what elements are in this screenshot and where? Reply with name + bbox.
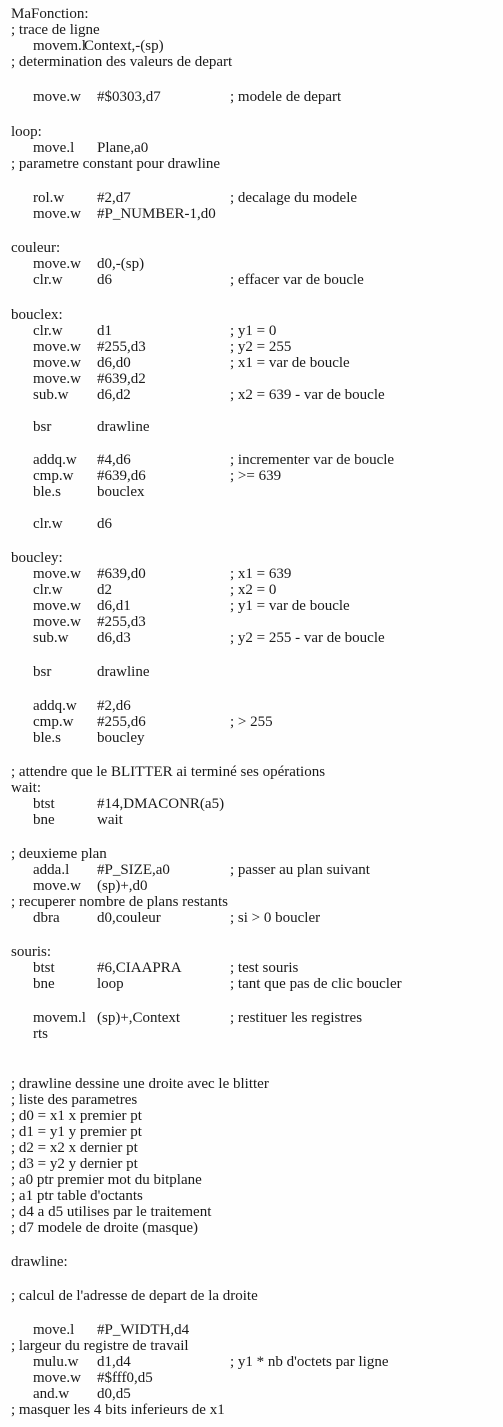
code-line <box>0 1402 503 1418</box>
code-line <box>0 1204 503 1220</box>
code-token: movem.l <box>33 1010 86 1026</box>
code-token: clr.w <box>33 272 63 288</box>
code-token: sub.w <box>33 630 69 646</box>
code-token: move.w <box>33 89 81 105</box>
code-line <box>0 89 503 105</box>
code-token: cmp.w <box>33 714 74 730</box>
code-token: wait: <box>11 780 41 796</box>
code-line <box>0 1092 503 1108</box>
code-token: #255,d6 <box>97 714 146 730</box>
code-token: rol.w <box>33 190 65 206</box>
code-token: #639,d6 <box>97 468 146 484</box>
code-token: boucley <box>97 730 145 746</box>
code-token: #6,CIAAPRA <box>97 960 182 976</box>
code-line <box>0 894 503 910</box>
code-line <box>0 1026 503 1042</box>
code-token: ; determination des valeurs de depart <box>11 54 233 70</box>
code-token: sub.w <box>33 387 69 403</box>
code-line <box>0 944 503 960</box>
code-line <box>0 1156 503 1172</box>
code-token: bouclex: <box>11 307 63 323</box>
code-token: ; d3 = y2 y dernier pt <box>11 1156 138 1172</box>
code-line <box>0 484 503 500</box>
code-line <box>0 1338 503 1354</box>
code-token: wait <box>97 812 123 828</box>
code-token: ; tant que pas de clic boucler <box>230 976 402 992</box>
code-line <box>0 698 503 714</box>
code-line <box>0 468 503 484</box>
code-token: move.w <box>33 566 81 582</box>
code-token: ; x1 = 639 <box>230 566 292 582</box>
code-token: cmp.w <box>33 468 74 484</box>
code-token: #P_NUMBER-1,d0 <box>97 206 216 222</box>
code-line <box>0 190 503 206</box>
code-token: ; d1 = y1 y premier pt <box>11 1124 142 1140</box>
code-token: Plane,a0 <box>97 140 149 156</box>
code-token: d6 <box>97 272 112 288</box>
code-token: #$fff0,d5 <box>97 1370 153 1386</box>
code-token: ; d2 = x2 x dernier pt <box>11 1140 138 1156</box>
code-token: bouclex <box>97 484 145 500</box>
code-token: ; deuxieme plan <box>11 846 107 862</box>
code-line <box>0 1188 503 1204</box>
code-token: ; recuperer nombre de plans restants <box>11 894 228 910</box>
code-token: ; decalage du modele <box>230 190 358 206</box>
code-token: #$0303,d7 <box>97 89 161 105</box>
code-token: drawline <box>97 664 150 680</box>
code-token: rts <box>33 1026 48 1042</box>
code-token: d6 <box>97 516 112 532</box>
code-token: clr.w <box>33 516 63 532</box>
code-token: move.w <box>33 256 81 272</box>
code-line <box>0 910 503 926</box>
code-token: ; x2 = 639 - var de boucle <box>230 387 385 403</box>
code-line <box>0 1322 503 1338</box>
code-token: ; y1 = 0 <box>230 323 277 339</box>
code-line <box>0 630 503 646</box>
code-token: boucley: <box>11 550 63 566</box>
code-token: d6,d0 <box>97 355 131 371</box>
code-token: bsr <box>33 664 52 680</box>
code-token: ; incrementer var de boucle <box>230 452 395 468</box>
code-line <box>0 371 503 387</box>
code-token: #2,d6 <box>97 698 131 714</box>
code-token: dbra <box>33 910 60 926</box>
code-line <box>0 566 503 582</box>
code-line <box>0 54 503 70</box>
code-token: ; d7 modele de droite (masque) <box>11 1220 199 1236</box>
code-token: drawline: <box>11 1254 68 1270</box>
code-line <box>0 156 503 172</box>
code-token: bne <box>33 812 55 828</box>
code-line <box>0 550 503 566</box>
code-token: ; masquer les 4 bits inferieurs de x1 <box>11 1402 225 1418</box>
code-token: move.w <box>33 1370 81 1386</box>
code-token: d6,d2 <box>97 387 131 403</box>
code-token: #255,d3 <box>97 614 146 630</box>
code-token: d1,d4 <box>97 1354 131 1370</box>
code-token: d6,d3 <box>97 630 131 646</box>
code-line <box>0 140 503 156</box>
code-line <box>0 1370 503 1386</box>
code-line <box>0 1172 503 1188</box>
code-line <box>0 419 503 435</box>
code-line <box>0 339 503 355</box>
code-token: bne <box>33 976 55 992</box>
code-line <box>0 22 503 38</box>
code-token: bsr <box>33 419 52 435</box>
code-line <box>0 1076 503 1092</box>
code-line <box>0 355 503 371</box>
code-line <box>0 960 503 976</box>
code-token: ; y2 = 255 <box>230 339 292 355</box>
code-line <box>0 582 503 598</box>
code-token: #639,d0 <box>97 566 146 582</box>
code-token: (sp)+,d0 <box>97 878 148 894</box>
code-token: d6,d1 <box>97 598 131 614</box>
code-token: move.w <box>33 206 81 222</box>
code-line <box>0 124 503 140</box>
code-token: move.w <box>33 598 81 614</box>
code-token: #2,d7 <box>97 190 131 206</box>
code-token: movem.l <box>33 38 86 54</box>
code-token: (sp)+,Context <box>97 1010 181 1026</box>
code-token: #4,d6 <box>97 452 131 468</box>
code-line <box>0 862 503 878</box>
code-token: ; trace de ligne <box>11 22 100 38</box>
code-line <box>0 976 503 992</box>
code-token: move.l <box>33 140 75 156</box>
code-token: ; modele de depart <box>230 89 342 105</box>
code-token: clr.w <box>33 582 63 598</box>
code-token: ; y1 * nb d'octets par ligne <box>230 1354 389 1370</box>
code-token: ; test souris <box>230 960 299 976</box>
code-token: d2 <box>97 582 112 598</box>
code-token: ; d0 = x1 x premier pt <box>11 1108 142 1124</box>
code-token: ; parametre constant pour drawline <box>11 156 221 172</box>
code-token: ; y1 = var de boucle <box>230 598 350 614</box>
code-line <box>0 206 503 222</box>
code-line <box>0 6 503 22</box>
code-token: #255,d3 <box>97 339 146 355</box>
code-token: btst <box>33 960 55 976</box>
code-token: souris: <box>11 944 52 960</box>
code-line <box>0 796 503 812</box>
code-line <box>0 516 503 532</box>
code-token: adda.l <box>33 862 70 878</box>
code-token: ; attendre que le BLITTER ai terminé ses opérations <box>11 764 326 780</box>
code-line <box>0 323 503 339</box>
code-token: ; calcul de l'adresse de depart de la droite <box>11 1288 258 1304</box>
code-line <box>0 452 503 468</box>
code-token: ; a0 ptr premier mot du bitplane <box>11 1172 202 1188</box>
code-token: ; x2 = 0 <box>230 582 277 598</box>
code-token: loop: <box>11 124 42 140</box>
code-token: and.w <box>33 1386 70 1402</box>
code-token: ; drawline dessine une droite avec le blitter <box>11 1076 269 1092</box>
code-token: ; restituer les registres <box>230 1010 363 1026</box>
code-token: d1 <box>97 323 112 339</box>
code-token: d0,d5 <box>97 1386 131 1402</box>
code-line <box>0 846 503 862</box>
code-line <box>0 1220 503 1236</box>
code-token: ble.s <box>33 484 61 500</box>
code-token: d0,couleur <box>97 910 161 926</box>
code-token: move.w <box>33 371 81 387</box>
code-token: mulu.w <box>33 1354 79 1370</box>
code-token: ; effacer var de boucle <box>230 272 364 288</box>
code-line <box>0 1124 503 1140</box>
code-token: move.w <box>33 614 81 630</box>
code-line <box>0 256 503 272</box>
code-token: ; si > 0 boucler <box>230 910 321 926</box>
code-token: MaFonction: <box>11 6 89 22</box>
code-line <box>0 272 503 288</box>
code-line <box>0 387 503 403</box>
code-token: drawline <box>97 419 150 435</box>
code-token: ; d4 a d5 utilises par le traitement <box>11 1204 212 1220</box>
code-token: Context,-(sp) <box>84 38 164 54</box>
code-line <box>0 780 503 796</box>
code-line <box>0 1354 503 1370</box>
code-line <box>0 1010 503 1026</box>
code-token: d0,-(sp) <box>97 256 145 272</box>
code-line <box>0 1254 503 1270</box>
code-token: move.w <box>33 355 81 371</box>
code-line <box>0 307 503 323</box>
code-token: ; > 255 <box>230 714 273 730</box>
code-token: move.w <box>33 339 81 355</box>
code-line <box>0 714 503 730</box>
code-token: ; a1 ptr table d'octants <box>11 1188 143 1204</box>
code-token: #639,d2 <box>97 371 146 387</box>
code-line <box>0 1140 503 1156</box>
code-token: #P_WIDTH,d4 <box>97 1322 190 1338</box>
code-line <box>0 38 503 54</box>
code-token: btst <box>33 796 55 812</box>
code-token: clr.w <box>33 323 63 339</box>
code-token: #P_SIZE,a0 <box>97 862 170 878</box>
code-token: #14,DMACONR(a5) <box>97 796 225 812</box>
code-token: move.l <box>33 1322 75 1338</box>
code-line <box>0 878 503 894</box>
code-line <box>0 764 503 780</box>
code-token: addq.w <box>33 698 77 714</box>
code-line <box>0 598 503 614</box>
code-token: ble.s <box>33 730 61 746</box>
code-token: move.w <box>33 878 81 894</box>
code-token: ; >= 639 <box>230 468 282 484</box>
code-token: ; passer au plan suivant <box>230 862 370 878</box>
code-line <box>0 664 503 680</box>
code-line <box>0 1288 503 1304</box>
code-line <box>0 730 503 746</box>
code-line <box>0 812 503 828</box>
code-token: couleur: <box>11 240 61 256</box>
code-line <box>0 240 503 256</box>
code-line <box>0 614 503 630</box>
code-line <box>0 1386 503 1402</box>
code-token: addq.w <box>33 452 77 468</box>
code-token: ; x1 = var de boucle <box>230 355 350 371</box>
code-token: loop <box>97 976 124 992</box>
code-token: ; liste des parametres <box>11 1092 138 1108</box>
code-token: ; y2 = 255 - var de boucle <box>230 630 385 646</box>
code-token: ; largeur du registre de travail <box>11 1338 189 1354</box>
code-line <box>0 1108 503 1124</box>
